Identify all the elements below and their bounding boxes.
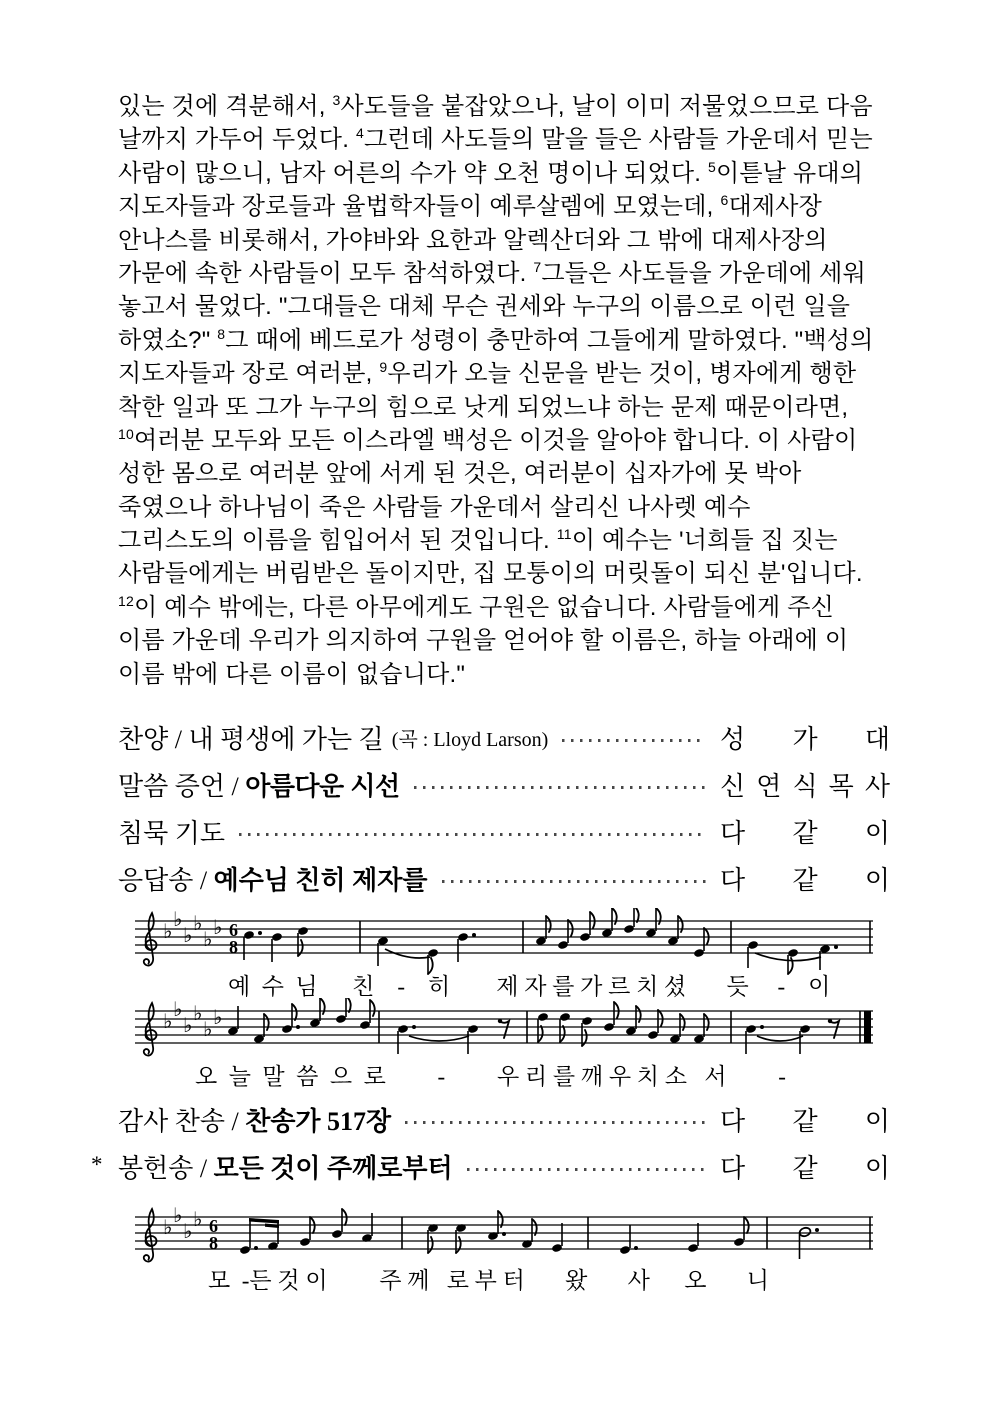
svg-text:8: 8 — [209, 1233, 218, 1253]
order-row — [118, 855, 890, 902]
svg-text:♭: ♭ — [173, 998, 183, 1021]
dotted-leader — [442, 880, 706, 883]
svg-text:♭: ♭ — [203, 927, 213, 951]
notes-measure-1 — [227, 998, 375, 1044]
notes-measure-1 — [243, 926, 309, 962]
svg-text:8: 8 — [229, 937, 238, 957]
order-performer: 다 같 이 — [720, 1107, 890, 1136]
passage-line: 안나스를 비롯해서, 가야바와 요한과 알렉산더와 그 밖에 대제사장의 — [118, 226, 828, 254]
order-note: (곡 : Lloyd Larson) — [391, 729, 549, 751]
order-row — [118, 808, 890, 855]
lyrics-line-1: 예 수 님 친 - 히 제 자 를 가 르 치 셨 듯 - 이 — [228, 974, 831, 999]
dotted-leader — [405, 1121, 706, 1124]
order-label: 봉헌송 / — [118, 1154, 214, 1183]
order-performer: 다 같 이 — [720, 866, 890, 895]
dotted-leader — [562, 739, 706, 742]
svg-text:♭: ♭ — [193, 911, 203, 935]
passage-line: 지도자들과 장로 여러분, $^9$우리가 오늘 신문을 받는 것이, 병자에게 행한 — [118, 359, 857, 388]
svg-text:♭: ♭ — [213, 1005, 223, 1029]
passage-line: 날까지 가두어 두었다. $^4$그런데 사도들의 말을 들은 사람들 가운데서 믿는 — [118, 125, 873, 154]
svg-text:♭: ♭ — [183, 1013, 193, 1037]
passage-line: 지도자들과 장로들과 율법학자들이 예루살렘에 모였는데, $^6$대제사장 — [118, 192, 822, 221]
svg-text:♭: ♭ — [173, 908, 183, 931]
notes-measure-2 — [397, 1019, 509, 1054]
final-barline — [864, 1011, 871, 1043]
notes-measure-3 — [535, 908, 709, 958]
svg-text:♭: ♭ — [163, 919, 173, 943]
order-performer: 성 가 대 — [720, 725, 890, 754]
worship-order-bottom — [91, 1096, 890, 1190]
time-signature — [209, 1216, 218, 1253]
passage-line: 가문에 속한 사람들이 모두 참석하였다. $^7$그들은 사도들을 가운데에 세워 — [118, 258, 866, 287]
order-title: 아름다운 시선 — [245, 771, 400, 801]
passage-line: $^{12}$이 예수 밖에는, 다른 아무에게도 구원은 없습니다. 사람들에게 주신 — [118, 592, 835, 621]
passage-line: 하였소?" $^8$그 때에 베드로가 성령이 충만하여 그들에게 말하였다. "백성의 — [118, 325, 874, 354]
order-performer: 다 같 이 — [720, 1154, 890, 1183]
passage-line: 그리스도의 이름을 힘입어서 된 것입니다. $^{11}$이 예수는 '너희들 집 짓는 — [118, 526, 838, 555]
passage-line: 이름 가운데 우리가 의지하여 구원을 얻어야 할 이름은, 하늘 아래에 이 — [118, 627, 849, 655]
passage-line: 착한 일과 또 그가 누구의 힘으로 낫게 되었느냐 하는 문제 때문이라면, — [118, 393, 849, 421]
order-performer: 신 연 식 목 사 — [720, 772, 890, 801]
passage-line: 성한 몸으로 여러분 앞에 서게 된 것은, 여러분이 십자가에 못 박아 — [118, 460, 802, 488]
notes-measure-1 — [239, 1209, 373, 1255]
svg-text:6: 6 — [209, 1216, 218, 1236]
passage-line: 사람이 많으니, 남자 어른의 수가 약 오천 명이나 되었다. $^5$이튿날 유대의 — [118, 158, 864, 187]
lyrics-line-2: 오 늘 말 씀 으 로 - 우 리 를 깨 우 치 소 서 - — [195, 1064, 786, 1089]
key-signature — [163, 1203, 202, 1243]
order-row — [118, 1096, 890, 1143]
order-title: 내 평생에 가는 길 — [188, 725, 384, 754]
svg-text:♭: ♭ — [213, 915, 223, 939]
passage-line: 이름 밖에 다른 이름이 없습니다." — [118, 660, 466, 688]
order-label: 응답송 / — [118, 866, 214, 895]
passage-line: 죽였으나 하나님이 죽은 사람들 가운데서 살리신 나사렛 예수 — [118, 493, 751, 521]
dotted-leader — [414, 786, 706, 789]
order-label: 감사 찬송 / — [118, 1107, 246, 1136]
scripture-passage — [118, 90, 896, 691]
standing-asterisk: * — [91, 1152, 103, 1177]
dotted-leader — [239, 833, 706, 836]
worship-order-top — [118, 714, 890, 902]
time-signature — [229, 920, 238, 957]
svg-text:♭: ♭ — [193, 1207, 203, 1231]
svg-text:♭: ♭ — [173, 1203, 183, 1227]
dotted-leader — [467, 1168, 706, 1171]
notes-measure-3 — [537, 1002, 709, 1046]
lyrics-line-3: 모 -든 것 이 주 께 로 부 터 왔 사 오 니 — [208, 1268, 769, 1293]
svg-text:♭: ♭ — [163, 1009, 173, 1033]
svg-text:6: 6 — [229, 920, 238, 940]
passage-line: $^{10}$여러분 모두와 모든 이스라엘 백성은 이것을 알아야 합니다. 이 사람이 — [118, 425, 858, 454]
order-row — [118, 761, 890, 808]
svg-text:♭: ♭ — [163, 1215, 173, 1239]
order-row — [91, 1143, 890, 1190]
order-title: 예수님 친히 제자를 — [213, 866, 428, 895]
passage-line: 사람들에게는 버림받은 돌이지만, 집 모퉁이의 머릿돌이 되신 분'입니다. — [118, 560, 863, 588]
order-row — [118, 714, 890, 761]
passage-line: 있는 것에 격분해서, $^3$사도들을 붙잡았으나, 날이 이미 저물었으므로 다음 — [118, 92, 873, 120]
order-label: 말씀 증언 / — [118, 772, 246, 801]
notes-measure-4 — [799, 1226, 819, 1259]
order-label: 찬양 / — [118, 725, 189, 754]
order-performer: 다 같 이 — [720, 819, 890, 848]
order-title: 모든 것이 주께로부터 — [213, 1154, 453, 1183]
order-label: 침묵 기도 — [118, 819, 225, 848]
order-title: 찬송가 517장 — [245, 1107, 392, 1136]
svg-text:♭: ♭ — [193, 1001, 203, 1025]
svg-text:♭: ♭ — [203, 1017, 213, 1041]
passage-line: 놓고서 물었다. "그대들은 대체 무슨 권세와 누구의 이름으로 이런 일을 — [118, 293, 851, 321]
svg-text:♭: ♭ — [183, 923, 193, 947]
notes-measure-4 — [745, 1019, 839, 1054]
svg-text:♭: ♭ — [183, 1219, 193, 1243]
